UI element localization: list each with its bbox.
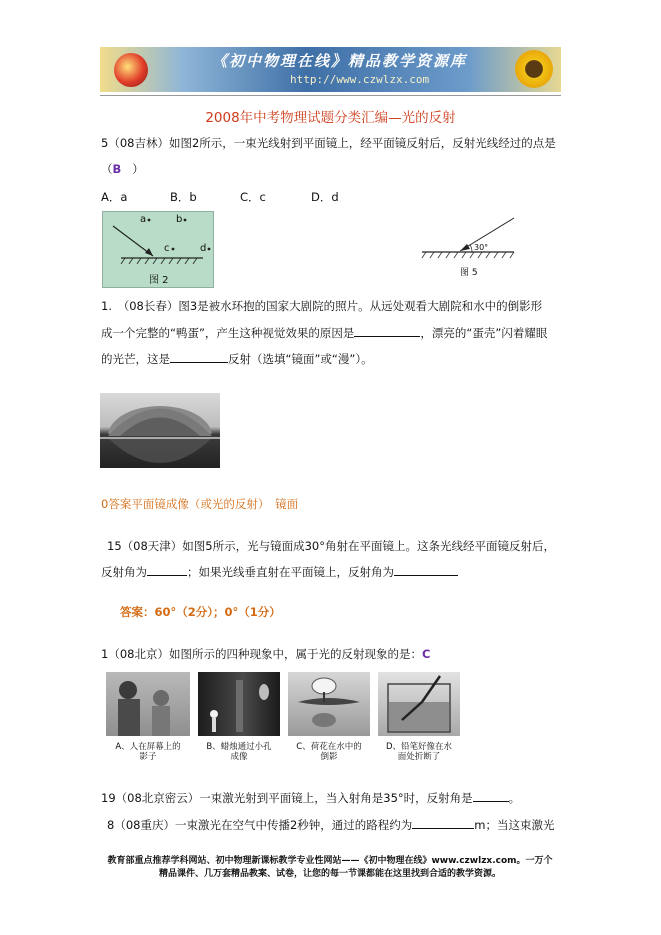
q3-answer: 答案：60°（2分）；0°（1分）: [120, 605, 281, 619]
q4-caption-a-line2: 影子: [139, 752, 157, 762]
q6-end: m；当这束激光: [474, 818, 555, 832]
fig2-caption: 图 2: [149, 275, 169, 286]
q2-blank-2: [170, 351, 228, 363]
q4-answer: C: [421, 647, 431, 661]
q4-image-a-drawing: [106, 672, 190, 736]
banner-url: http://www.czwlzx.com: [290, 73, 430, 86]
q4-text: 1（08北京）如图所示的四种现象中，属于光的反射现象的是：: [101, 647, 422, 661]
q2-answer: 0答案平面镜成像（或光的反射） 镜面: [101, 497, 299, 511]
q3-line1: 15（08天津）如图5所示，光与镜面成30°角射在平面镜上。这条光线经平面镜反射后，: [107, 539, 555, 553]
q4-caption-d-line2: 面处折断了: [397, 752, 441, 762]
q4-caption-c-line1: C、荷花在水中的: [296, 742, 362, 752]
q5-text: 19（08北京密云）一束激光射到平面镜上，当入射角是35°时，反射角是: [101, 791, 473, 805]
footer-line1: 教育部重点推荐学科网站、初中物理新课标教学专业性网站——《初中物理在线》www.czwlzx.com。一万个: [107, 856, 553, 866]
q4-image-c-drawing: [288, 672, 370, 736]
q4-caption-c-line2: 倒影: [320, 752, 338, 762]
q6-line: [107, 817, 554, 833]
q3-line2: [101, 564, 458, 580]
q4-image-b: [198, 672, 280, 736]
q1-option-b: B．b: [170, 190, 197, 204]
q3-line2-a: 反射角为: [101, 565, 147, 579]
fig5-angle-label: 30°: [474, 243, 489, 252]
sunflower-icon: [515, 50, 553, 88]
q2-line3-a: 的光芒，这是: [101, 352, 170, 366]
figure-2: [102, 211, 214, 288]
q4-caption-b-line2: 成像: [230, 752, 248, 762]
fig2-label-b: b: [176, 214, 183, 225]
site-banner: [100, 47, 561, 92]
page-footer: [80, 855, 580, 881]
photo-theatre-drawing: [100, 393, 220, 468]
q6-text: 8（08重庆）一束激光在空气中传播2秒钟，通过的路程约为: [107, 818, 413, 832]
q4-caption-b-line1: B、蜡烛通过小孔: [206, 742, 272, 752]
q4-caption-c: [288, 742, 370, 762]
fig2-label-a: a: [140, 214, 147, 225]
q2-line2-a: 成一个完整的“鸭蛋”，产生这种视觉效果的原因是: [101, 326, 355, 340]
q4-caption-a: [106, 742, 190, 762]
banner-title: 《初中物理在线》精品教学资源库: [212, 52, 468, 70]
q5-line: [101, 790, 520, 806]
q4-caption-d-line1: D、铅笔好像在水: [385, 742, 453, 752]
q5-blank: [473, 790, 509, 802]
q3-blank-1: [147, 564, 187, 576]
site-logo-icon: [114, 53, 148, 87]
q4-text-line: [101, 646, 430, 662]
q2-blank-1: [354, 325, 420, 337]
fig5-caption: 图 5: [460, 268, 478, 278]
q3-blank-2: [394, 564, 458, 576]
q4-image-c: [288, 672, 370, 736]
footer-line2: 精品课件、几万套精品教案、试卷，让您的每一节课都能在这里找到合适的教学资源。: [158, 869, 501, 879]
q2-line2: [101, 325, 547, 341]
q2-line2-b: ，漂亮的“蛋壳”闪着耀眼: [420, 326, 548, 340]
photo-national-theatre: [100, 393, 220, 468]
q1-answer: B: [112, 162, 122, 176]
q1-option-d: D．d: [311, 190, 339, 204]
header-rule: [100, 95, 561, 96]
q6-blank: [412, 817, 474, 829]
q4-image-d-drawing: [378, 672, 460, 736]
q1-answer-line: [101, 161, 144, 177]
q4-caption-b: [198, 742, 280, 762]
fig2-label-d: d: [200, 243, 207, 254]
q1-option-a: A．a: [101, 190, 128, 204]
figure-5: [418, 214, 518, 279]
q4-image-d: [378, 672, 460, 736]
q3-line2-b: ；如果光线垂直射在平面镜上，反射角为: [187, 565, 394, 579]
q4-image-a: [106, 672, 190, 736]
q2-line1: 1. （08长春）图3是被水环抱的国家大剧院的照片。从远处观看大剧院和水中的倒影形: [101, 299, 543, 313]
q1-option-c: C．c: [240, 190, 266, 204]
q1-open-paren: （: [101, 162, 113, 176]
page-title: 2008年中考物理试题分类汇编—光的反射: [205, 110, 456, 126]
q2-line3: [101, 351, 373, 367]
q4-caption-a-line1: A、人在屏幕上的: [115, 742, 181, 752]
q4-caption-d: [378, 742, 460, 762]
q5-end: 。: [508, 791, 521, 805]
q1-text: 5（08吉林）如图2所示，一束光线射到平面镜上，经平面镜反射后，反射光线经过的点是: [101, 136, 556, 150]
fig2-label-c: c: [164, 243, 170, 254]
q2-line3-b: 反射（选填“镜面”或“漫”）。: [228, 352, 373, 366]
q1-close-paren: ）: [132, 162, 144, 176]
q4-image-b-drawing: [198, 672, 280, 736]
